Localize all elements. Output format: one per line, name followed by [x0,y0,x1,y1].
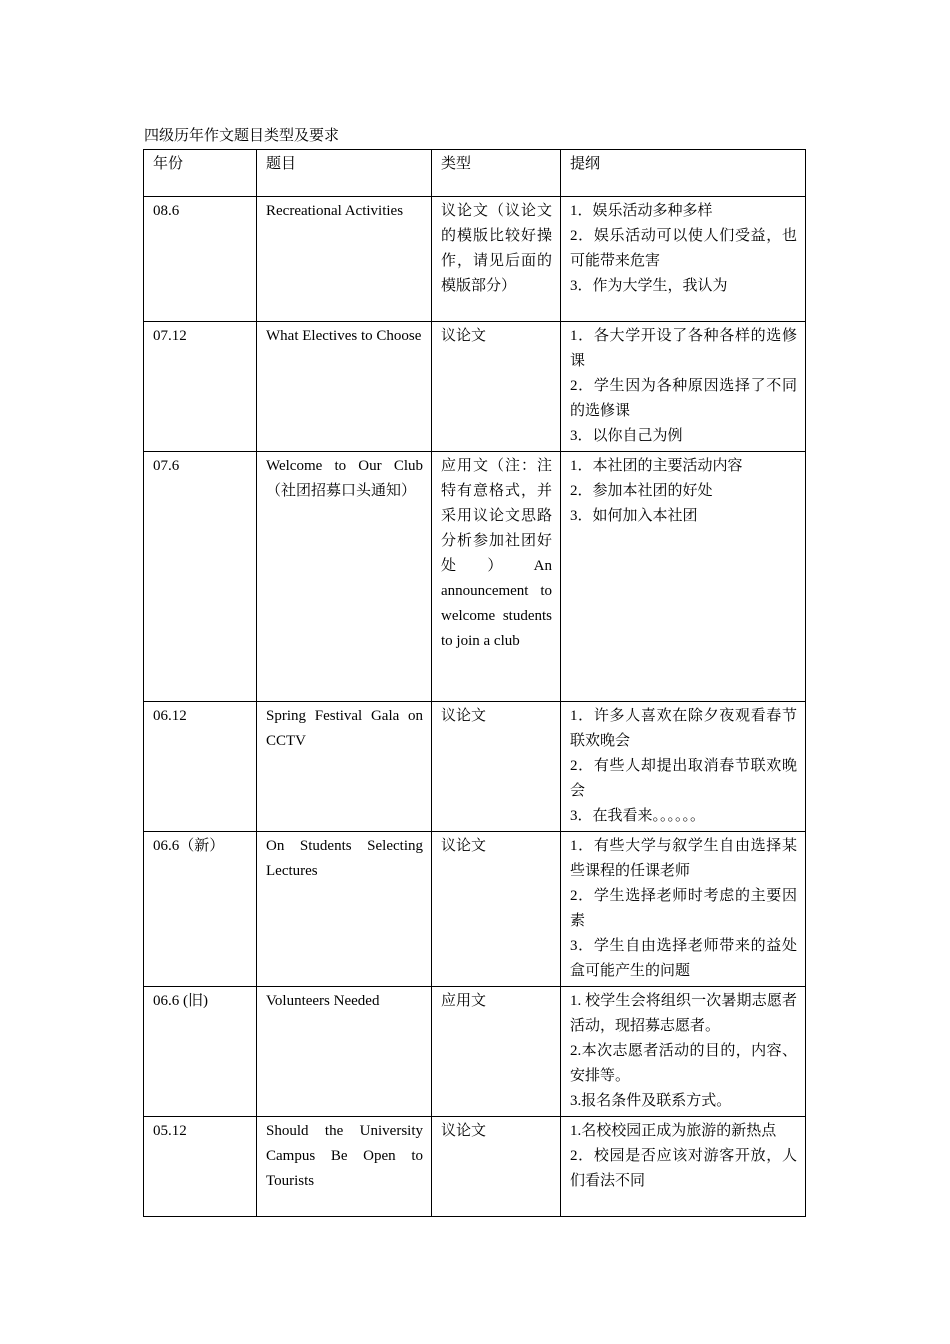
table-row [144,702,806,832]
cell-year: 08.6 [144,197,257,322]
table-row [144,322,806,452]
table-header-row [144,150,806,197]
cell-topic: Volunteers Needed [257,987,432,1117]
outline-item: 1．娱乐活动多种多样 [570,203,713,219]
outline-item: 3．如何加入本社团 [570,508,698,524]
cell-outline [561,1117,806,1217]
cell-outline [561,197,806,322]
cell-year: 06.6（新） [144,832,257,987]
outline-item: 2．学生因为各种原因选择了不同的选修课 [570,378,797,419]
outline-item: 3．以你自己为例 [570,428,683,444]
header-year: 年份 [144,150,257,197]
outline-item: 3．在我看来。。。。。。 [570,808,706,824]
table-row [144,987,806,1117]
outline-item: 3．作为大学生，我认为 [570,278,728,294]
cell-topic: Welcome to Our Club（社团招募口头通知） [257,452,432,702]
header-type: 类型 [432,150,561,197]
cell-type: 议论文 [432,702,561,832]
cell-type: 应用文 [432,987,561,1117]
cell-outline [561,452,806,702]
outline-item: 1．有些大学与叙学生自由选择某些课程的任课老师 [570,838,797,879]
essay-topics-table [143,149,806,1217]
outline-item: 1. 校学生会将组织一次暑期志愿者活动，现招募志愿者。 [570,993,797,1034]
outline-item: 2．校园是否应该对游客开放，人们看法不同 [570,1148,797,1189]
cell-topic: On Students Selecting Lectures [257,832,432,987]
cell-year: 07.6 [144,452,257,702]
cell-year: 05.12 [144,1117,257,1217]
outline-item: 3．学生自由选择老师带来的益处盒可能产生的问题 [570,938,797,979]
outline-item: 2．有些人却提出取消春节联欢晚会 [570,758,797,799]
cell-outline [561,322,806,452]
cell-type: 议论文（议论文的模版比较好操作，请见后面的模版部分） [432,197,561,322]
outline-item: 1．本社团的主要活动内容 [570,458,743,474]
cell-outline [561,832,806,987]
outline-item: 2．学生选择老师时考虑的主要因素 [570,888,797,929]
cell-type: 议论文 [432,1117,561,1217]
table-row [144,832,806,987]
cell-outline [561,987,806,1117]
outline-item: 2．娱乐活动可以使人们受益，也可能带来危害 [570,228,797,269]
outline-item: 1.名校校园正成为旅游的新热点 [570,1123,777,1139]
outline-item: 2．参加本社团的好处 [570,483,713,499]
outline-item: 1．各大学开设了各种各样的选修课 [570,328,797,369]
cell-topic: What Electives to Choose [257,322,432,452]
header-topic: 题目 [257,150,432,197]
cell-type: 应用文（注：注特有意格式，并采用议论文思路分析参加社团好处）An announcement to welcome students to join a club [432,452,561,702]
table-row [144,1117,806,1217]
outline-item: 1．许多人喜欢在除夕夜观看春节联欢晚会 [570,708,797,749]
cell-outline [561,702,806,832]
cell-type: 议论文 [432,832,561,987]
cell-year: 06.6 (旧) [144,987,257,1117]
cell-year: 07.12 [144,322,257,452]
table-row [144,452,806,702]
cell-topic: Recreational Activities [257,197,432,322]
cell-year: 06.12 [144,702,257,832]
outline-item: 3.报名条件及联系方式。 [570,1093,732,1109]
header-outline: 提纲 [561,150,806,197]
cell-topic: Spring Festival Gala on CCTV [257,702,432,832]
cell-type: 议论文 [432,322,561,452]
outline-item: 2.本次志愿者活动的目的，内容、安排等。 [570,1043,797,1084]
cell-topic: Should the University Campus Be Open to Tourists [257,1117,432,1217]
page-title: 四级历年作文题目类型及要求 [144,128,340,144]
table-row [144,197,806,322]
